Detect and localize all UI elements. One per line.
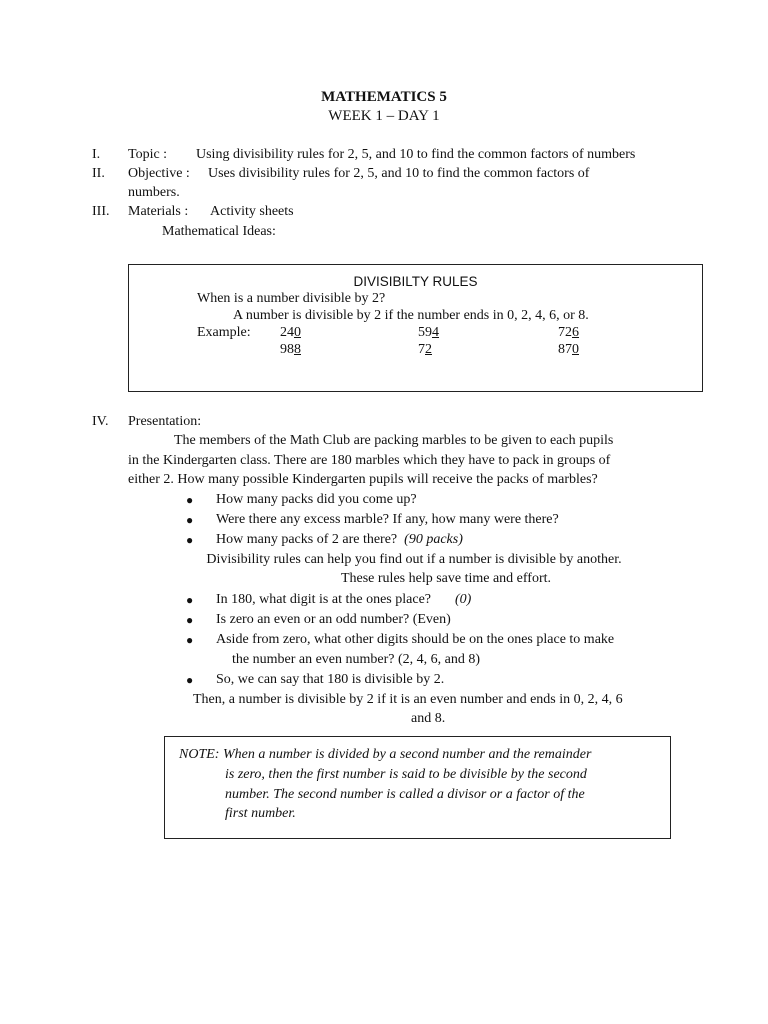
presentation-paragraph-line2: in the Kindergarten class. There are 180 marbles which they have to pack in groups of xyxy=(128,453,611,468)
note-line2: is zero, then the first number is said to be divisible by the second xyxy=(225,767,587,782)
example-number: 594 xyxy=(418,325,439,340)
rules-box-rule: A number is divisible by 2 if the number ends in 0, 2, 4, 6, or 8. xyxy=(233,308,589,323)
objective-text-line2: numbers. xyxy=(128,185,180,200)
question-ones-place: In 180, what digit is at the ones place? (0) xyxy=(216,592,472,607)
question-packs: How many packs did you come up? xyxy=(216,492,417,507)
rules-help-line1: Divisibility rules can help you find out if a number is divisible by another. xyxy=(206,552,622,567)
question-excess: Were there any excess marble? If any, how many were there? xyxy=(216,512,559,527)
presentation-number: IV. xyxy=(92,414,109,429)
objective-number: II. xyxy=(92,166,105,181)
rules-help-line2: These rules help save time and effort. xyxy=(340,571,552,586)
math-ideas-label: Mathematical Ideas: xyxy=(162,224,276,239)
page-title: MATHEMATICS 5 xyxy=(321,89,447,105)
topic-number: I. xyxy=(92,147,101,162)
note-line3: number. The second number is called a divisor or a factor of the xyxy=(225,787,585,802)
example-number: 870 xyxy=(558,342,579,357)
conclusion-line2: and 8. xyxy=(411,711,446,726)
bullet-icon: ● xyxy=(186,673,194,687)
rules-box-question: When is a number divisible by 2? xyxy=(197,291,386,306)
bullet-icon: ● xyxy=(186,533,194,547)
topic-label: Topic : xyxy=(128,147,168,162)
question-zero-even: Is zero an even or an odd number? (Even) xyxy=(216,612,451,627)
presentation-label: Presentation: xyxy=(128,414,202,429)
bullet-icon: ● xyxy=(186,493,194,507)
objective-label: Objective : xyxy=(128,166,190,181)
bullet-icon: ● xyxy=(186,513,194,527)
question-packs-of-two: How many packs of 2 are there? (90 packs) xyxy=(216,532,463,547)
example-number: 726 xyxy=(558,325,579,340)
page-subtitle: WEEK 1 – DAY 1 xyxy=(328,108,440,124)
rules-box-title: DIVISIBILTY RULES xyxy=(353,274,478,289)
question-other-digits-line2: the number an even number? (2, 4, 6, and 8) xyxy=(232,652,481,667)
topic-text: Using divisibility rules for 2, 5, and 10 to find the common factors of numbers xyxy=(196,147,636,162)
note-line1: NOTE: When a number is divided by a second number and the remainder xyxy=(179,747,592,762)
conclusion-line1: Then, a number is divisible by 2 if it is an even number and ends in 0, 2, 4, 6 xyxy=(193,692,623,707)
objective-text-line1: Uses divisibility rules for 2, 5, and 10 to find the common factors of xyxy=(208,166,590,181)
example-number: 988 xyxy=(280,342,301,357)
bullet-icon: ● xyxy=(186,633,194,647)
statement-divisible: So, we can say that 180 is divisible by 2. xyxy=(216,672,445,687)
materials-number: III. xyxy=(92,204,110,219)
presentation-paragraph-line1: The members of the Math Club are packing marbles to be given to each pupils xyxy=(174,433,614,448)
example-number: 72 xyxy=(418,342,432,357)
note-line4: first number. xyxy=(225,806,296,821)
materials-text: Activity sheets xyxy=(210,204,294,219)
presentation-paragraph-line3: either 2. How many possible Kindergarten pupils will receive the packs of marbles? xyxy=(128,472,598,487)
example-number: 240 xyxy=(280,325,301,340)
question-other-digits-line1: Aside from zero, what other digits should be on the ones place to make xyxy=(216,632,615,647)
bullet-icon: ● xyxy=(186,613,194,627)
example-label: Example: xyxy=(197,325,251,340)
bullet-icon: ● xyxy=(186,593,194,607)
materials-label: Materials : xyxy=(128,204,189,219)
